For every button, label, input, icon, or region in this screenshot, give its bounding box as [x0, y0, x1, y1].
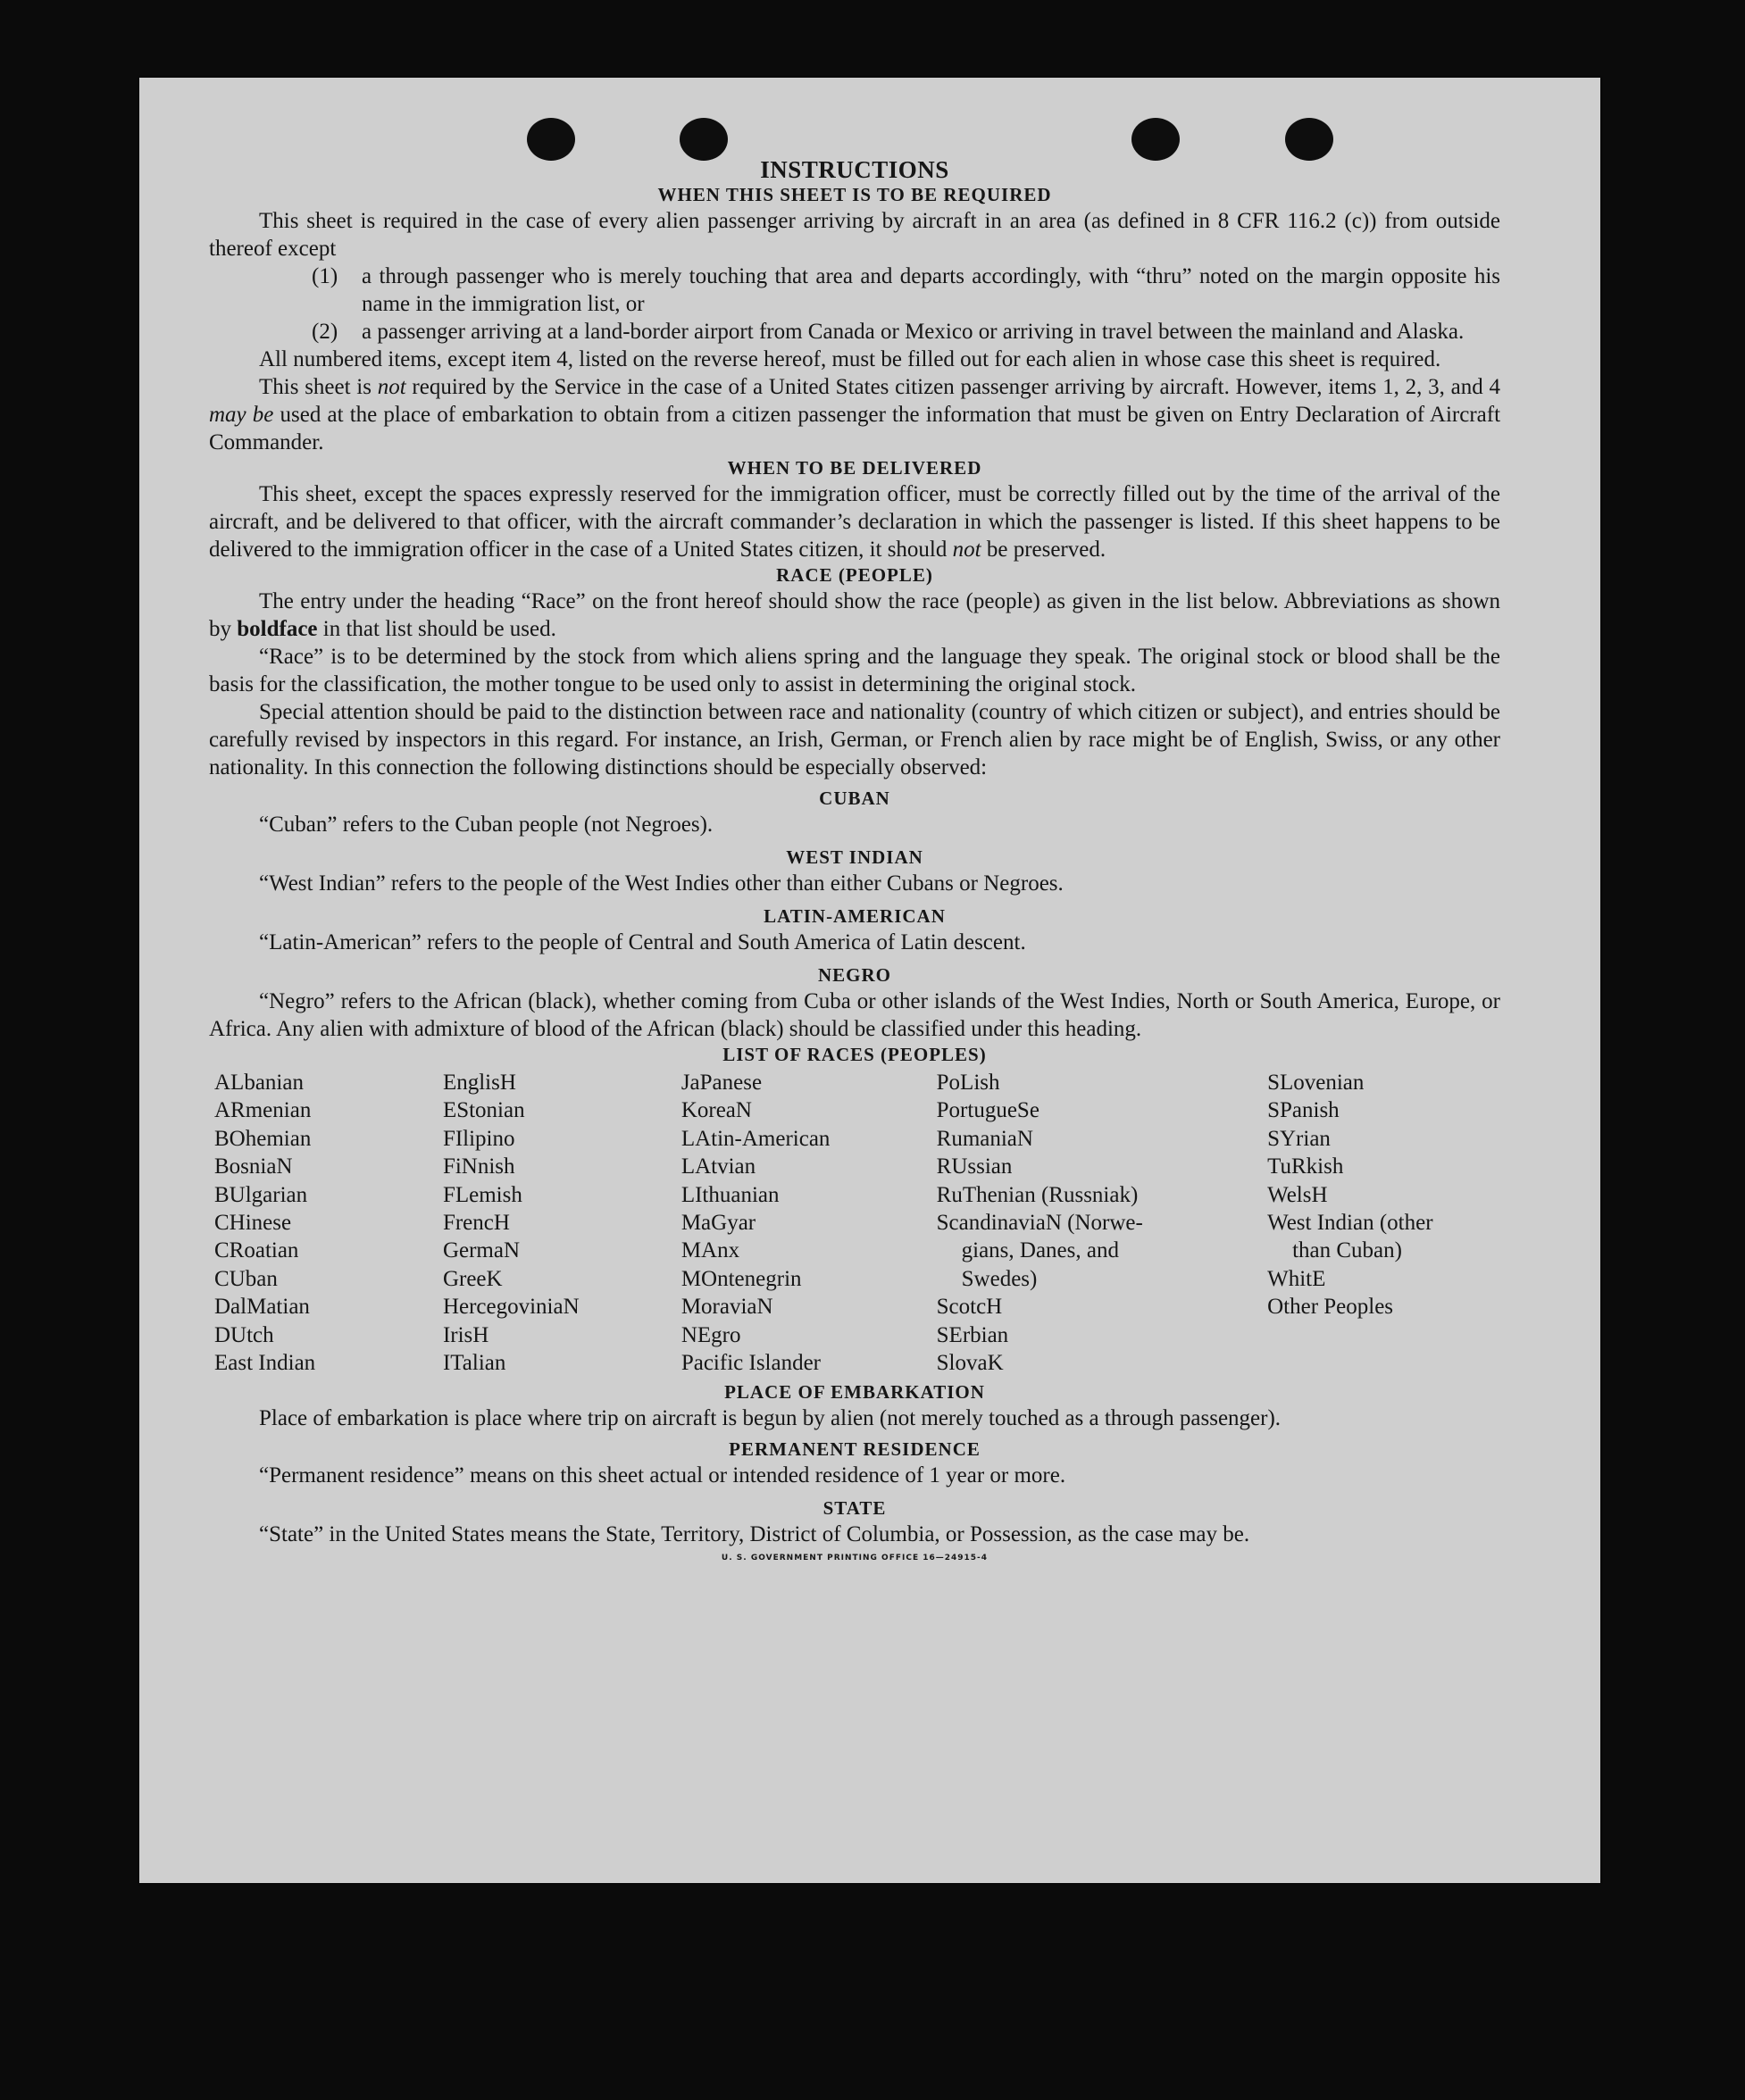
race-entry: LIthuanian — [680, 1182, 780, 1207]
paragraph: “Race” is to be determined by the stock from which aliens spring and the language they speak. The original stock or blood shall be the basis for the classification, the mother tongue to be used only to assist in determining the original stock. — [209, 645, 1500, 696]
race-entry: ScotcH — [936, 1295, 1003, 1320]
race-entry: PortugueSe — [936, 1098, 1039, 1123]
race-entry: than Cuban) — [1292, 1238, 1402, 1263]
paragraph: “West Indian” refers to the people of the West Indies other than either Cubans or Negroes. — [259, 871, 1064, 896]
race-entry: ALbanian — [214, 1071, 304, 1095]
paragraph: Place of embarkation is place where trip on aircraft is begun by alien (not merely touched as a through passenger). — [259, 1406, 1282, 1431]
race-entry: RUssian — [936, 1154, 1013, 1179]
race-entry: East Indian — [214, 1351, 316, 1376]
race-entry: West Indian (other — [1267, 1211, 1433, 1236]
race-entry: FLemish — [442, 1182, 522, 1207]
race-entry: CRoatian — [214, 1238, 299, 1263]
paragraph: Special attention should be paid to the distinction between race and nationality (country of which citizen or subject), and entries should be carefully revised by inspectors in this regard. For instance, an Irish, German, or French alien by race might be of English, Swiss, or any other nationality. In this connection the following distinctions should be especially observed: — [209, 700, 1500, 779]
race-entry: DalMatian — [214, 1295, 310, 1320]
race-entry: GermaN — [442, 1238, 521, 1263]
punch-hole — [527, 118, 575, 161]
punch-hole — [680, 118, 728, 161]
race-entry: ITalian — [442, 1351, 506, 1376]
race-entry: CHinese — [214, 1211, 292, 1236]
race-entry: ARmenian — [214, 1098, 312, 1123]
race-entry: LAtvian — [680, 1154, 756, 1179]
punch-hole — [1131, 118, 1180, 161]
races-column — [1267, 1069, 1500, 1377]
race-entry: SErbian — [936, 1322, 1009, 1347]
paragraph: All numbered items, except item 4, listed on the reverse hereof, must be filled out for each alien in whose case this sheet is required. — [259, 347, 1441, 371]
instructions-content — [209, 156, 1500, 1562]
list-item — [209, 318, 1500, 346]
heading-when-delivered: WHEN TO BE DELIVERED — [727, 457, 982, 479]
race-entry: Swedes) — [961, 1266, 1038, 1291]
race-entry: MoraviaN — [680, 1295, 773, 1320]
race-entry: TuRkish — [1267, 1154, 1344, 1179]
text-run: used at the place of embarkation to obtain from a citizen passenger the information that must be given on Entry Declaration of Aircraft Commander. — [209, 403, 1501, 454]
text-run: in that list should be used. — [317, 617, 556, 641]
race-entry: SPanish — [1267, 1098, 1340, 1123]
race-entry: SYrian — [1267, 1126, 1331, 1151]
text-run: This sheet, except the spaces expressly reserved for the immigration officer, must be correctly filled out by the time of the arrival of the aircraft, and be delivered to that officer, with the aircraft commander’s declaration in which the passenger is listed. If this sheet happens to be delivered to the immigration officer in the case of a United States citizen, it should — [209, 482, 1500, 562]
bold-text: boldface — [237, 617, 318, 641]
race-entry: NEgro — [680, 1322, 741, 1347]
races-column — [681, 1069, 937, 1377]
race-entry: JaPanese — [680, 1071, 763, 1095]
race-entry: GreeK — [442, 1266, 503, 1291]
race-entry: MaGyar — [680, 1211, 756, 1236]
heading-when-required: WHEN THIS SHEET IS TO BE REQUIRED — [657, 184, 1052, 205]
item-number: (2) — [312, 320, 338, 344]
race-entry: RumaniaN — [936, 1126, 1033, 1151]
race-entry: CUban — [214, 1266, 278, 1291]
paragraph: “Cuban” refers to the Cuban people (not Negroes). — [259, 812, 714, 837]
race-entry: BosniaN — [214, 1154, 293, 1179]
heading-west-indian: WEST INDIAN — [786, 846, 923, 868]
printing-office-footer: U. S. GOVERNMENT PRINTING OFFICE 16—24915-4 — [721, 1554, 989, 1563]
heading-latin-american: LATIN-AMERICAN — [764, 905, 946, 927]
paragraph — [209, 373, 1500, 456]
text-run: The entry under the heading “Race” on the front hereof should show the race (people) as given in the list below. Abbreviations as shown by — [209, 589, 1500, 641]
races-column — [937, 1069, 1267, 1377]
races-column — [443, 1069, 681, 1377]
race-entry: DUtch — [214, 1322, 274, 1347]
heading-list-of-races: LIST OF RACES (PEOPLES) — [722, 1044, 987, 1065]
paragraph: “State” in the United States means the State, Territory, District of Columbia, or Possession, as the case may be. — [259, 1522, 1250, 1547]
race-entry: ScandinaviaN (Norwe- — [936, 1211, 1143, 1236]
race-entry: KoreaN — [680, 1098, 752, 1123]
page-title: INSTRUCTIONS — [760, 156, 949, 183]
race-entry: FiNnish — [442, 1154, 515, 1179]
paragraph — [209, 480, 1500, 563]
race-entry: PoLish — [936, 1071, 1000, 1095]
heading-place-of-embarkation: PLACE OF EMBARKATION — [724, 1381, 985, 1404]
paragraph: “Latin-American” refers to the people of Central and South America of Latin descent. — [259, 930, 1026, 954]
emphasis: not — [377, 375, 406, 399]
races-column — [214, 1069, 443, 1377]
race-entry: FrencH — [442, 1211, 510, 1236]
races-table — [214, 1069, 1500, 1377]
race-entry: SLovenian — [1267, 1071, 1365, 1095]
race-entry: HercegoviniaN — [442, 1295, 580, 1320]
race-entry: MOntenegrin — [680, 1266, 802, 1291]
paragraph: “Negro” refers to the African (black), whether coming from Cuba or other islands of the West Indies, North or South America, Europe, or Africa. Any alien with admixture of blood of the African (black) should be classified under this heading. — [209, 989, 1500, 1041]
race-entry: LAtin-American — [680, 1126, 831, 1151]
race-entry: WhitE — [1267, 1266, 1326, 1291]
text-run: This sheet is — [259, 375, 378, 399]
item-text: a passenger arriving at a land-border airport from Canada or Mexico or arriving in travel between the mainland and Alaska. — [362, 320, 1465, 344]
race-entry: FIlipino — [442, 1126, 515, 1151]
heading-negro: NEGRO — [817, 964, 891, 986]
document-sheet — [139, 78, 1600, 1883]
race-entry: EStonian — [442, 1098, 525, 1123]
item-text: a through passenger who is merely touching that area and departs accordingly, with “thru” noted on the margin opposite his name in the immigration list, or — [362, 264, 1500, 316]
emphasis: not — [952, 538, 981, 562]
item-number: (1) — [312, 264, 338, 288]
emphasis: may be — [209, 403, 274, 427]
paragraph: This sheet is required in the case of every alien passenger arriving by aircraft in an area (as defined in 8 CFR 116.2 (c)) from outside thereof except — [209, 209, 1500, 261]
race-entry: WelsH — [1267, 1182, 1328, 1207]
text-run: be preserved. — [981, 538, 1106, 562]
heading-cuban: CUBAN — [819, 788, 890, 809]
race-entry: Other Peoples — [1267, 1295, 1394, 1320]
race-entry: SlovaK — [936, 1351, 1004, 1376]
paragraph — [209, 588, 1500, 643]
paragraph: “Permanent residence” means on this sheet actual or intended residence of 1 year or more. — [259, 1463, 1066, 1488]
race-entry: RuThenian (Russniak) — [936, 1182, 1139, 1207]
punch-hole — [1285, 118, 1333, 161]
race-entry: BOhemian — [214, 1126, 312, 1151]
race-entry: MAnx — [680, 1238, 740, 1263]
heading-race: RACE (PEOPLE) — [776, 564, 933, 586]
heading-state: STATE — [822, 1497, 887, 1520]
race-entry: BUlgarian — [214, 1182, 308, 1207]
list-item — [209, 262, 1500, 318]
race-entry: IrisH — [442, 1322, 489, 1347]
text-run: required by the Service in the case of a United States citizen passenger arriving by aircraft. However, items 1, 2, 3, and 4 — [405, 375, 1500, 399]
heading-permanent-residence: PERMANENT RESIDENCE — [729, 1438, 981, 1461]
race-entry: gians, Danes, and — [961, 1238, 1119, 1263]
race-entry: EnglisH — [442, 1071, 516, 1095]
race-entry: Pacific Islander — [680, 1351, 822, 1376]
